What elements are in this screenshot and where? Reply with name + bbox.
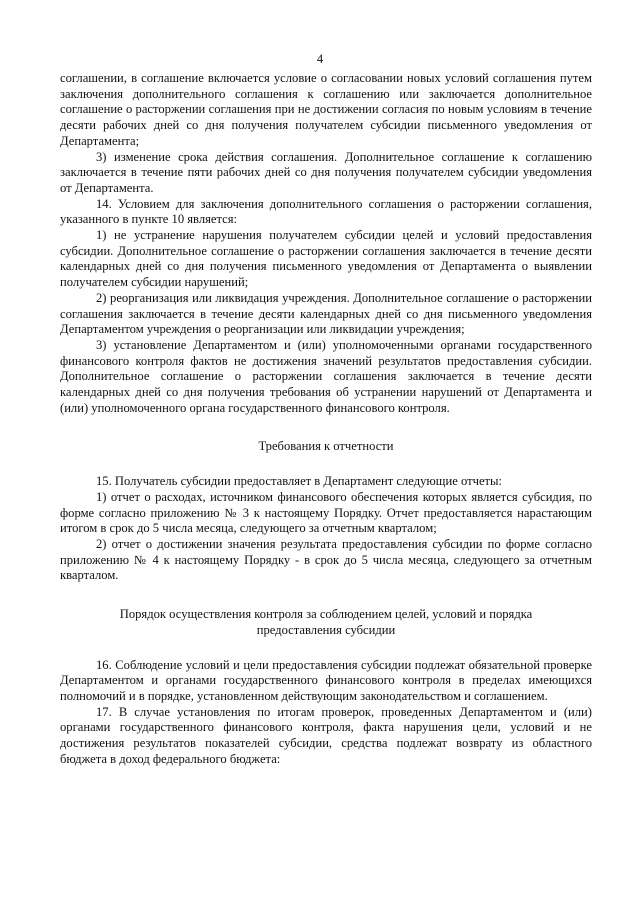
paragraph-14-item-3: 3) установление Департаментом и (или) уполномоченными органами государственного финансового контроля фактов не достижения значений результатов предоставления субсидии. Дополнительное соглашение о расторжении соглашения заключается в течение десяти календарных дней со дня получения требования об устранении нарушений от Департамента и (или) уполномоченного органа государственного финансового контроля.	[60, 337, 592, 415]
section-heading-control-line1: Порядок осуществления контроля за соблюдением целей, условий и порядка	[119, 607, 533, 622]
section-heading-control-line2: предоставления субсидии	[256, 622, 396, 637]
paragraph-14-item-1: 1) не устранение нарушения получателем субсидии целей и условий предоставления субсидии. Дополнительное соглашение о расторжении соглашения заключается в течение десяти календарных дней со дня получения письменного уведомления от Департамента о выявлении получателем субсидии нарушений;	[60, 228, 592, 290]
document-body	[60, 71, 592, 767]
paragraph-14: 14. Условием для заключения дополнительного соглашения о расторжении соглашения, указанного в пункте 10 является:	[60, 196, 592, 227]
page-number: 4	[316, 52, 324, 66]
section-heading-reporting: Требования к отчетности	[258, 439, 394, 454]
paragraph-15: 15. Получатель субсидии предоставляет в Департамент следующие отчеты:	[96, 474, 503, 489]
paragraph-15-item-2: 2) отчет о достижении значения результата предоставления субсидии по форме согласно приложению № 4 к настоящему Порядку - в срок до 5 числа месяца, следующего за отчетным кварталом.	[60, 536, 592, 583]
paragraph-15-item-1: 1) отчет о расходах, источником финансового обеспечения которых является субсидия, по форме согласно приложению № 3 к настоящему Порядку. Отчет предоставляется нарастающим итогом в срок до 5 числа месяца, следующего за отчетным кварталом;	[60, 489, 592, 536]
paragraph-item-3-term-change: 3) изменение срока действия соглашения. Дополнительное соглашение к соглашению заключается в течение пяти рабочих дней со дня получения получателем субсидии уведомления от Департамента.	[60, 149, 592, 195]
paragraph-14-item-2: 2) реорганизация или ликвидация учреждения. Дополнительное соглашение о расторжении соглашения заключается в течение десяти календарных дней со дня письменного уведомления Департаментом учреждения о реорганизации или ликвидации учреждения;	[60, 290, 592, 337]
paragraph-continuation: соглашении, в соглашение включается условие о согласовании новых условий соглашения путем заключения дополнительного соглашения к соглашению или заключается дополнительное соглашение о расторжении соглашения при не достижении согласия по новым условиям в течение десяти рабочих дней со дня получения получателем субсидии письменного уведомления от Департамента;	[60, 71, 592, 148]
paragraph-16: 16. Соблюдение условий и цели предоставления субсидии подлежат обязательной проверке Департаментом и органами государственного финансового контроля в пределах имеющихся полномочий и в порядке, установленном действующим законодательством и соглашением.	[60, 657, 592, 703]
paragraph-17: 17. В случае установления по итогам проверок, проведенных Департаментом и (или) органами государственного финансового контроля, факта нарушения цели, условий и не достижения результатов показателей субсидии, средства подлежат возврату из областного бюджета в доход федерального бюджета:	[60, 704, 592, 766]
